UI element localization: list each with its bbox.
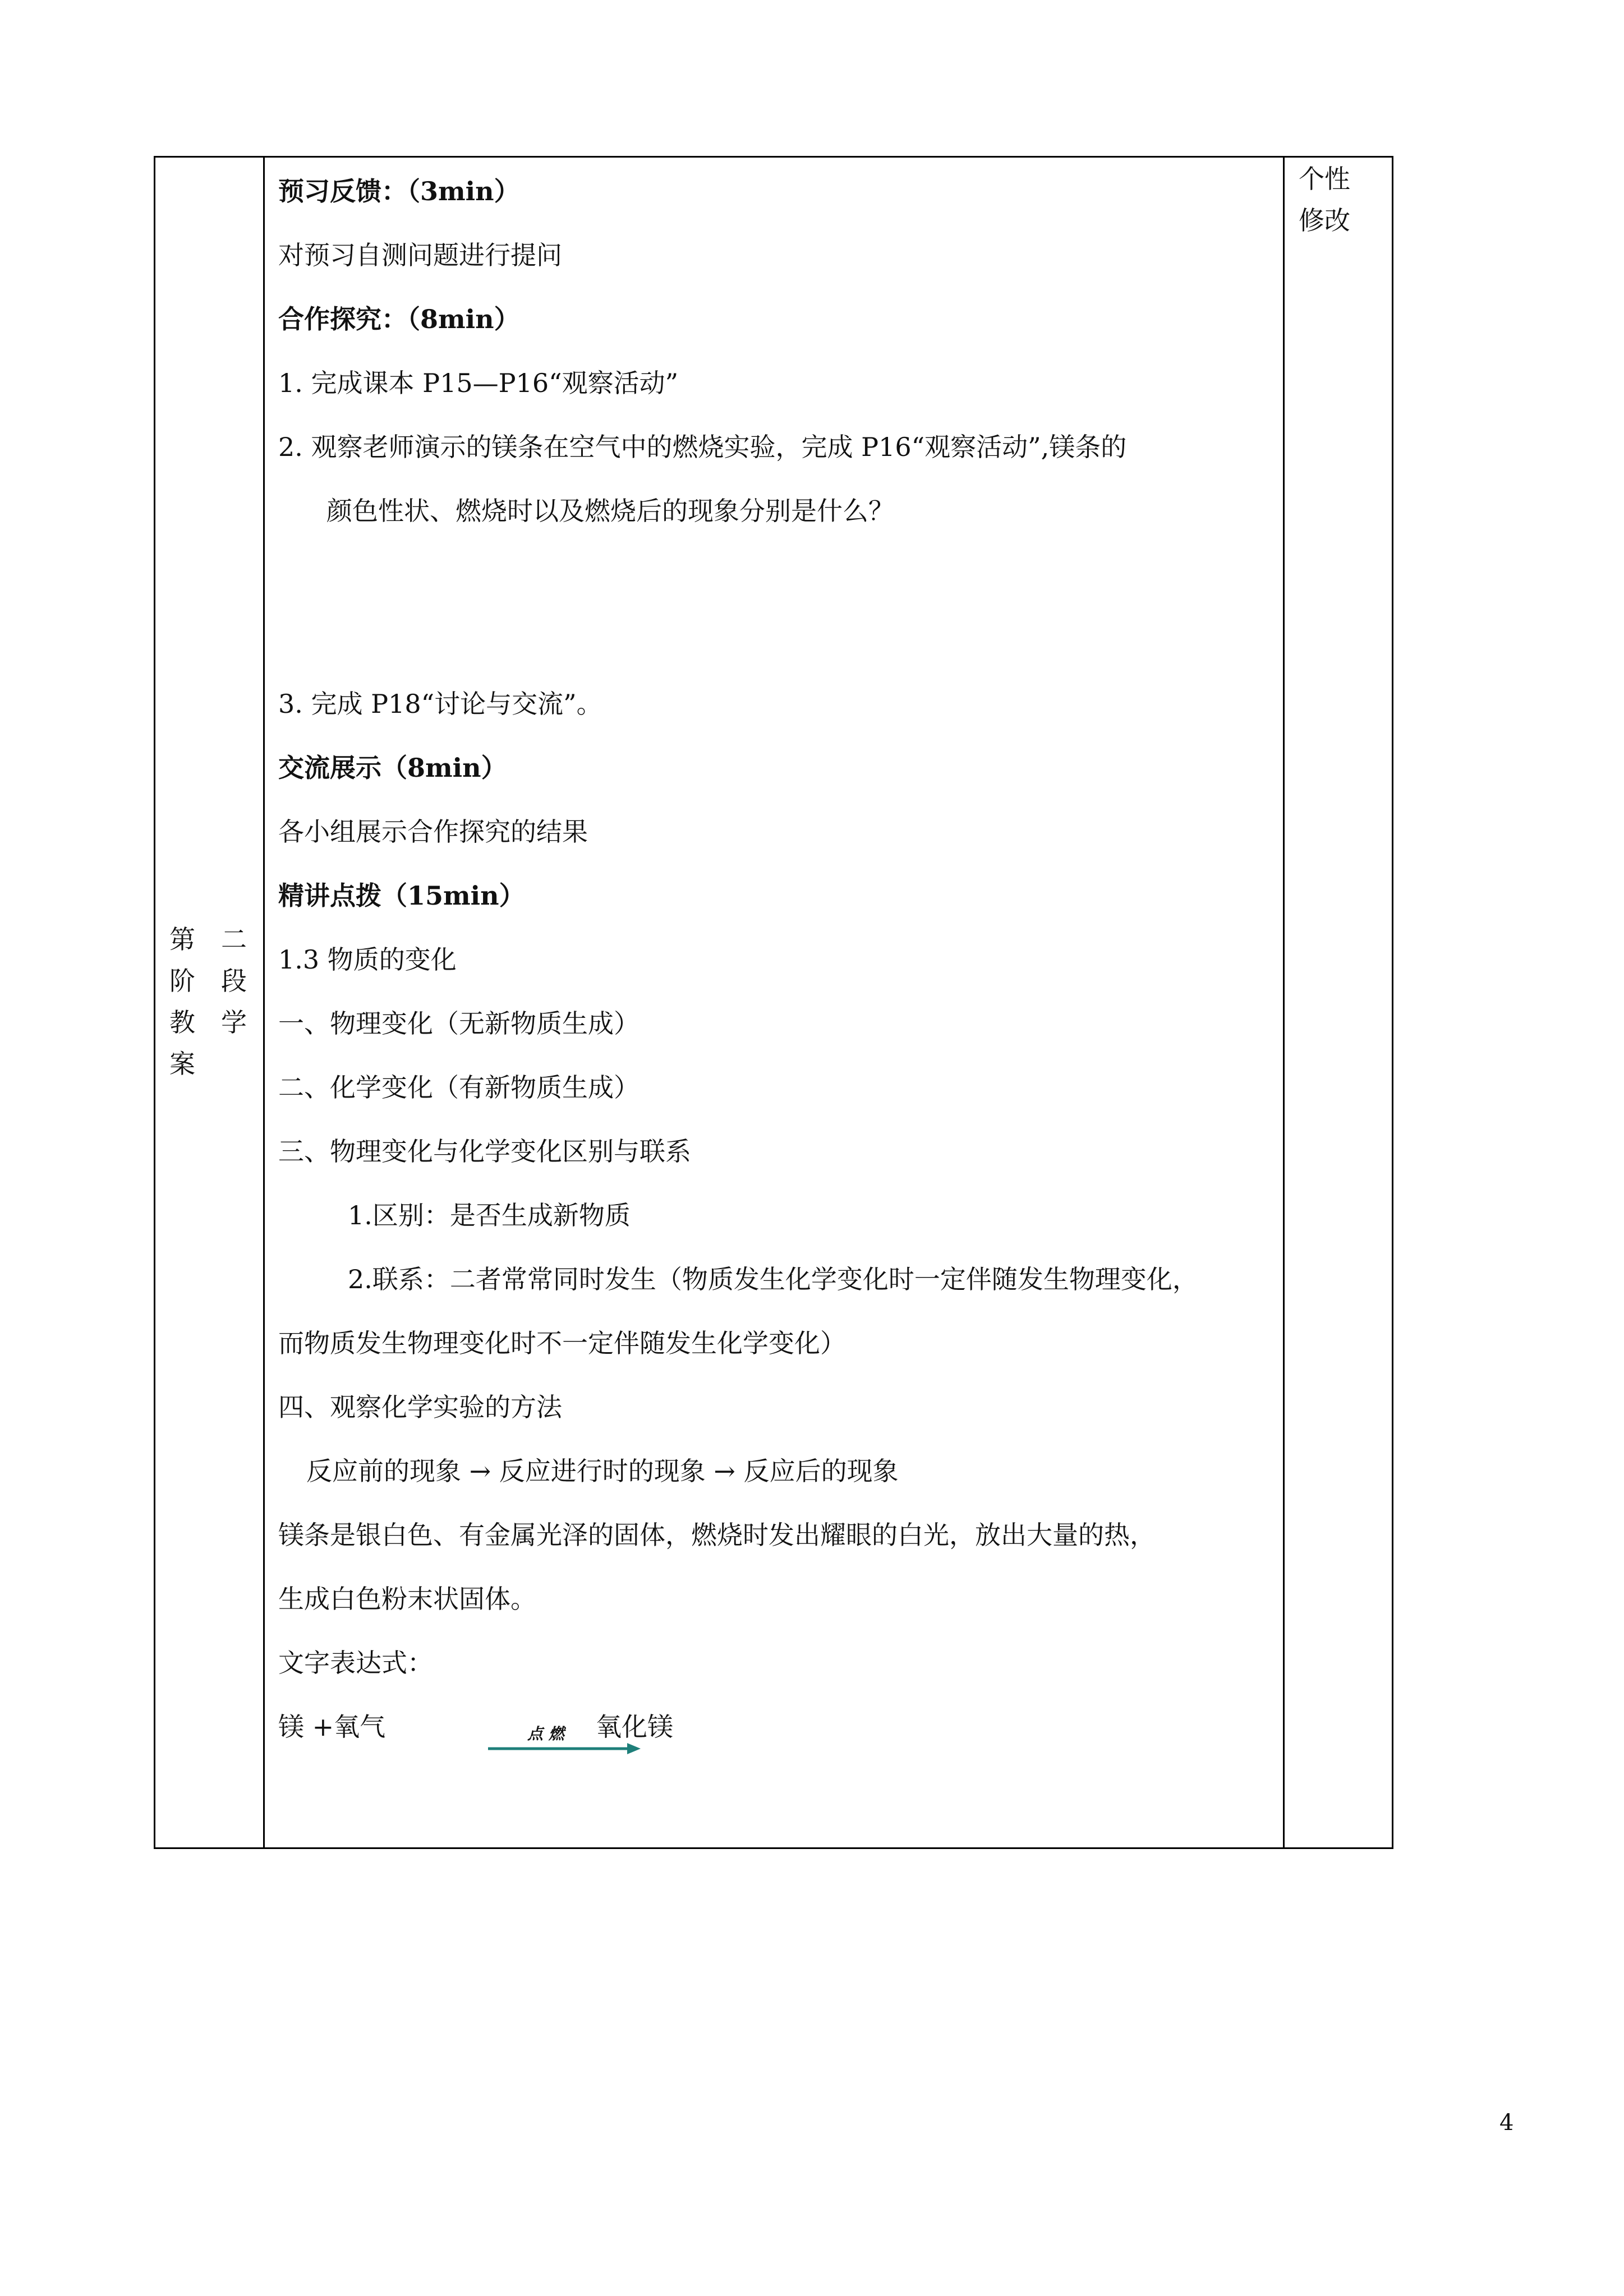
- content-line: 1. 完成课本 P15—P16“观察活动”: [278, 368, 679, 398]
- section-heading-exchange: 交流展示（8min）: [278, 753, 507, 783]
- column-divider-2: [1283, 158, 1285, 1847]
- content-line: 而物质发生物理变化时不一定伴随发生化学变化）: [278, 1328, 846, 1358]
- content-line: 对预习自测问题进行提问: [278, 240, 562, 270]
- stage-label-char: 教: [169, 1007, 195, 1038]
- content-line: 四、观察化学实验的方法: [278, 1392, 562, 1422]
- section-heading-cooperative-inquiry: 合作探究：（8min）: [278, 304, 520, 334]
- content-line: 颜色性状、燃烧时以及燃烧后的现象分别是什么？: [326, 496, 894, 526]
- column-divider-1: [263, 158, 265, 1847]
- note-column-label: 修改: [1299, 205, 1350, 236]
- page-number: 4: [1499, 2110, 1514, 2136]
- content-line: 三、物理变化与化学变化区别与联系: [278, 1136, 691, 1167]
- content-line: 1.3 物质的变化: [278, 944, 457, 975]
- reaction-condition-label: 点 燃: [527, 1725, 564, 1743]
- stage-label-char: 学: [221, 1007, 247, 1038]
- stage-label-char: 段: [221, 966, 247, 996]
- stage-label-char: 第: [169, 924, 195, 955]
- stage-label-char: 二: [221, 924, 247, 955]
- stage-label-char: 阶: [169, 966, 195, 996]
- stage-label-char: 案: [169, 1049, 195, 1079]
- equation-product: 氧化镁: [596, 1712, 673, 1742]
- content-line: 2.联系：二者常常同时发生（物质发生化学变化时一定伴随发生物理变化，: [348, 1264, 1198, 1294]
- section-heading-preview-feedback: 预习反馈：（3min）: [278, 176, 520, 206]
- section-heading-explanation: 精讲点拨（15min）: [278, 880, 525, 911]
- content-line: 一、物理变化（无新物质生成）: [278, 1008, 640, 1039]
- content-line: 生成白色粉末状固体。: [278, 1584, 536, 1614]
- content-line: 2. 观察老师演示的镁条在空气中的燃烧实验，完成 P16“观察活动”,镁条的: [278, 432, 1127, 462]
- content-line: 各小组展示合作探究的结果: [278, 817, 588, 847]
- content-line: 反应前的现象 → 反应进行时的现象 → 反应后的现象: [306, 1456, 899, 1486]
- content-line: 镁条是银白色、有金属光泽的固体，燃烧时发出耀眼的白光，放出大量的热，: [278, 1520, 1156, 1550]
- content-line: 3. 完成 P18“讨论与交流”。: [278, 689, 602, 719]
- content-line: 二、化学变化（有新物质生成）: [278, 1072, 640, 1103]
- content-line: 文字表达式：: [278, 1648, 433, 1678]
- content-line: 1.区别：是否生成新物质: [348, 1200, 631, 1230]
- equation-reactants: 镁 +氧气: [278, 1712, 386, 1742]
- note-column-label: 个性: [1299, 164, 1350, 194]
